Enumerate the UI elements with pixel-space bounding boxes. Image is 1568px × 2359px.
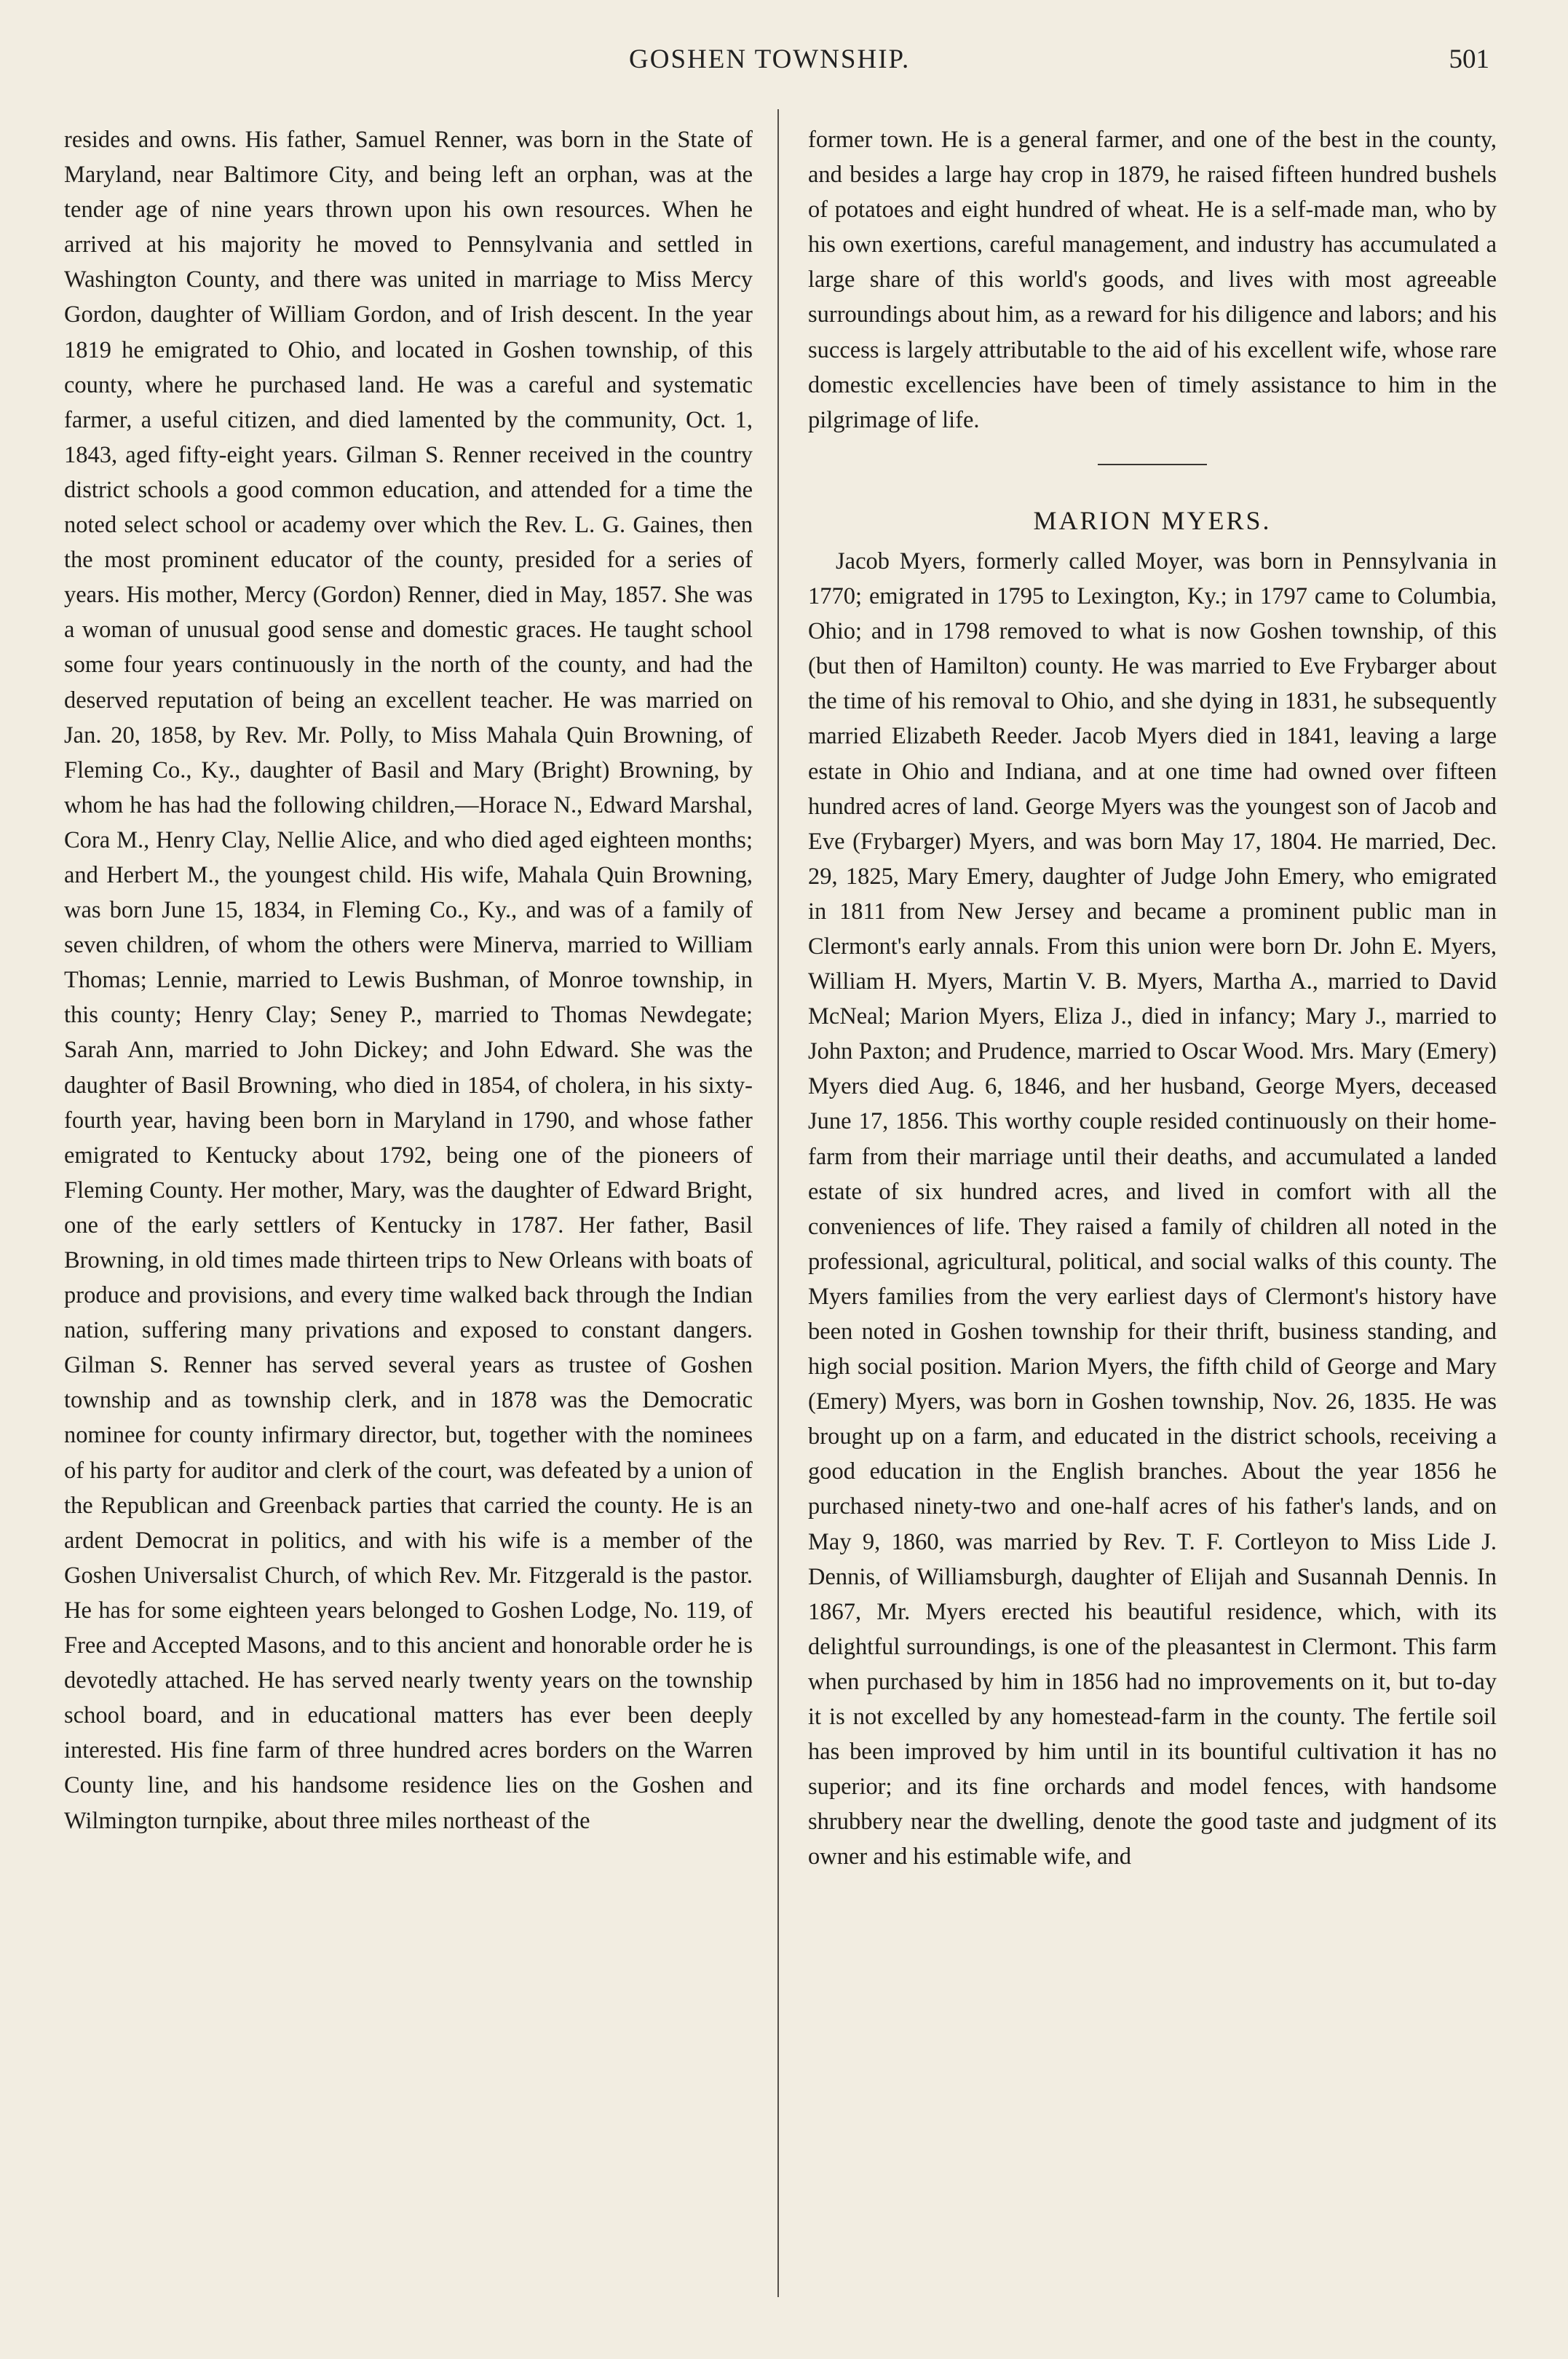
section-heading: MARION MYERS. <box>1033 505 1272 535</box>
section-divider <box>1098 464 1207 465</box>
biography-paragraph: Jacob Myers, formerly called Moyer, was born in Pennsylvania in 1770; emigrated in 1795 to Lexington, Ky.; in 1797 came to Columbia, Ohio; and in 1798 removed to what is now Goshen township, of this (but then of Hamilton) county. He was married to Eve Frybarger about the time of his removal to Ohio, and she dying in 1831, he subsequently married Elizabeth Reeder. Jacob Myers died in 1841, leaving a large estate in Ohio and Indiana, and at one time had owned over fifteen hundred acres of land. George Myers was the youngest son of Jacob and Eve (Frybarger) Myers, and was born May 17, 1804. He married, Dec. 29, 1825, Mary Emery, daughter of Judge John Emery, who emigrated in 1811 from New Jersey and became a prominent public man in Clermont's early annals. From this union were born Dr. John E. Myers, William H. Myers, Martin V. B. Myers, Martha A., married to David McNeal; Marion Myers, Eliza J., died in infancy; Mary J., married to John Paxton; and Prudence, married to Oscar Wood. Mrs. Mary (Emery) Myers died Aug. 6, 1846, and her husband, George Myers, deceased June 17, 1856. This worthy couple resided continuously on their home-farm from their marriage until their deaths, and accumulated a landed estate of six hundred acres, and lived in comfort with all the conveniences of life. They raised a family of children all noted in the professional, agricultural, political, and social walks of this county. The Myers families from the very earliest days of Clermont's history have been noted in Goshen township for their thrift, business standing, and high social position. Marion Myers, the fifth child of George and Mary (Emery) Myers, was born in Goshen township, Nov. 26, 1835. He was brought up on a farm, and educated in the district schools, receiving a good education in the English branches. About the year 1856 he purchased ninety-two and one-half acres of his father's lands, and on May 9, 1860, was married by Rev. T. F. Cortleyon to Miss Lide J. Dennis, of Williamsburgh, daughter of Elijah and Susannah Dennis. In 1867, Mr. Myers erected his beautiful residence, which, with its delightful surroundings, is one of the pleasantest in Clermont. This farm when purchased by him in 1856 had no improvements on it, but to-day it is not excelled by any homestead-farm in the county. The fertile soil has been improved by him until in its bountiful cultivation it has no superior; and its fine orchards and model fences, with handsome shrubbery near the dwelling, denote the good taste and judgment of its owner and his estimable wife, and <box>808 548 1497 1870</box>
running-header <box>0 44 1568 87</box>
page-number: 501 <box>1449 44 1489 74</box>
left-column <box>64 122 753 1838</box>
continuation-paragraph: former town. He is a general farmer, and one of the best in the county, and besides a large hay crop in 1879, he raised fifteen hundred bushels of potatoes and eight hundred of wheat. He is a self-made man, who by his own exertions, careful management, and industry has accumulated a large share of this world's goods, and lives with most agreeable surroundings about him, as a reward for his diligence and labors; and his success is largely attributable to the aid of his excellent wife, whose rare domestic excellencies have been of timely assistance to him in the pilgrimage of life. <box>808 127 1497 433</box>
right-column <box>808 122 1497 1875</box>
left-column-text: resides and owns. His father, Samuel Renner, was born in the State of Maryland, near Baltimore City, and being left an orphan, was at the tender age of nine years thrown upon his own resources. When he arrived at his majority he moved to Pennsylvania and settled in Washington County, and there was united in marriage to Miss Mercy Gordon, daughter of William Gordon, and of Irish descent. In the year 1819 he emigrated to Ohio, and located in Goshen township, of this county, where he purchased land. He was a careful and systematic farmer, a useful citizen, and died lamented by the community, Oct. 1, 1843, aged fifty-eight years. Gilman S. Renner received in the country district schools a good common education, and attended for a time the noted select school or academy over which the Rev. L. G. Gaines, then the most prominent educator of the county, presided for a series of years. His mother, Mercy (Gordon) Renner, died in May, 1857. She was a woman of unusual good sense and domestic graces. He taught school some four years continuously in the north of the county, and had the deserved reputation of being an excellent teacher. He was married on Jan. 20, 1858, by Rev. Mr. Polly, to Miss Mahala Quin Browning, of Fleming Co., Ky., daughter of Basil and Mary (Bright) Browning, by whom he has had the following children,—Horace N., Edward Marshal, Cora M., Henry Clay, Nellie Alice, and who died aged eighteen months; and Herbert M., the youngest child. His wife, Mahala Quin Browning, was born June 15, 1834, in Fleming Co., Ky., and was of a family of seven children, of whom the others were Minerva, married to William Thomas; Lennie, married to Lewis Bushman, of Monroe township, in this county; Henry Clay; Seney P., married to Thomas Newdegate; Sarah Ann, married to John Dickey; and John Edward. She was the daughter of Basil Browning, who died in 1854, of cholera, in his sixty-fourth year, having been born in Maryland in 1790, and whose father emigrated to Kentucky about 1792, being one of the pioneers of Fleming County. Her mother, Mary, was the daughter of Edward Bright, one of the early settlers of Kentucky in 1787. Her father, Basil Browning, in old times made thirteen trips to New Orleans with boats of produce and provisions, and every time walked back through the Indian nation, suffering many privations and exposed to constant dangers. Gilman S. Renner has served several years as trustee of Goshen township and as township clerk, and in 1878 was the Democratic nominee for county infirmary director, but, together with the nominees of his party for auditor and clerk of the court, was defeated by a union of the Republican and Greenback parties that carried the county. He is an ardent Democrat in politics, and with his wife is a member of the Goshen Universalist Church, of which Rev. Mr. Fitzgerald is the pastor. He has for some eighteen years belonged to Goshen Lodge, No. 119, of Free and Accepted Masons, and to this ancient and honorable order he is devotedly attached. He has served nearly twenty years on the township school board, and in educational matters has ever been deeply interested. His fine farm of three hundred acres borders on the Warren County line, and his handsome residence lies on the Goshen and Wilmington turnpike, about three miles northeast of the <box>64 127 753 1834</box>
column-divider <box>777 109 779 2297</box>
page-title: GOSHEN TOWNSHIP. <box>629 44 911 74</box>
